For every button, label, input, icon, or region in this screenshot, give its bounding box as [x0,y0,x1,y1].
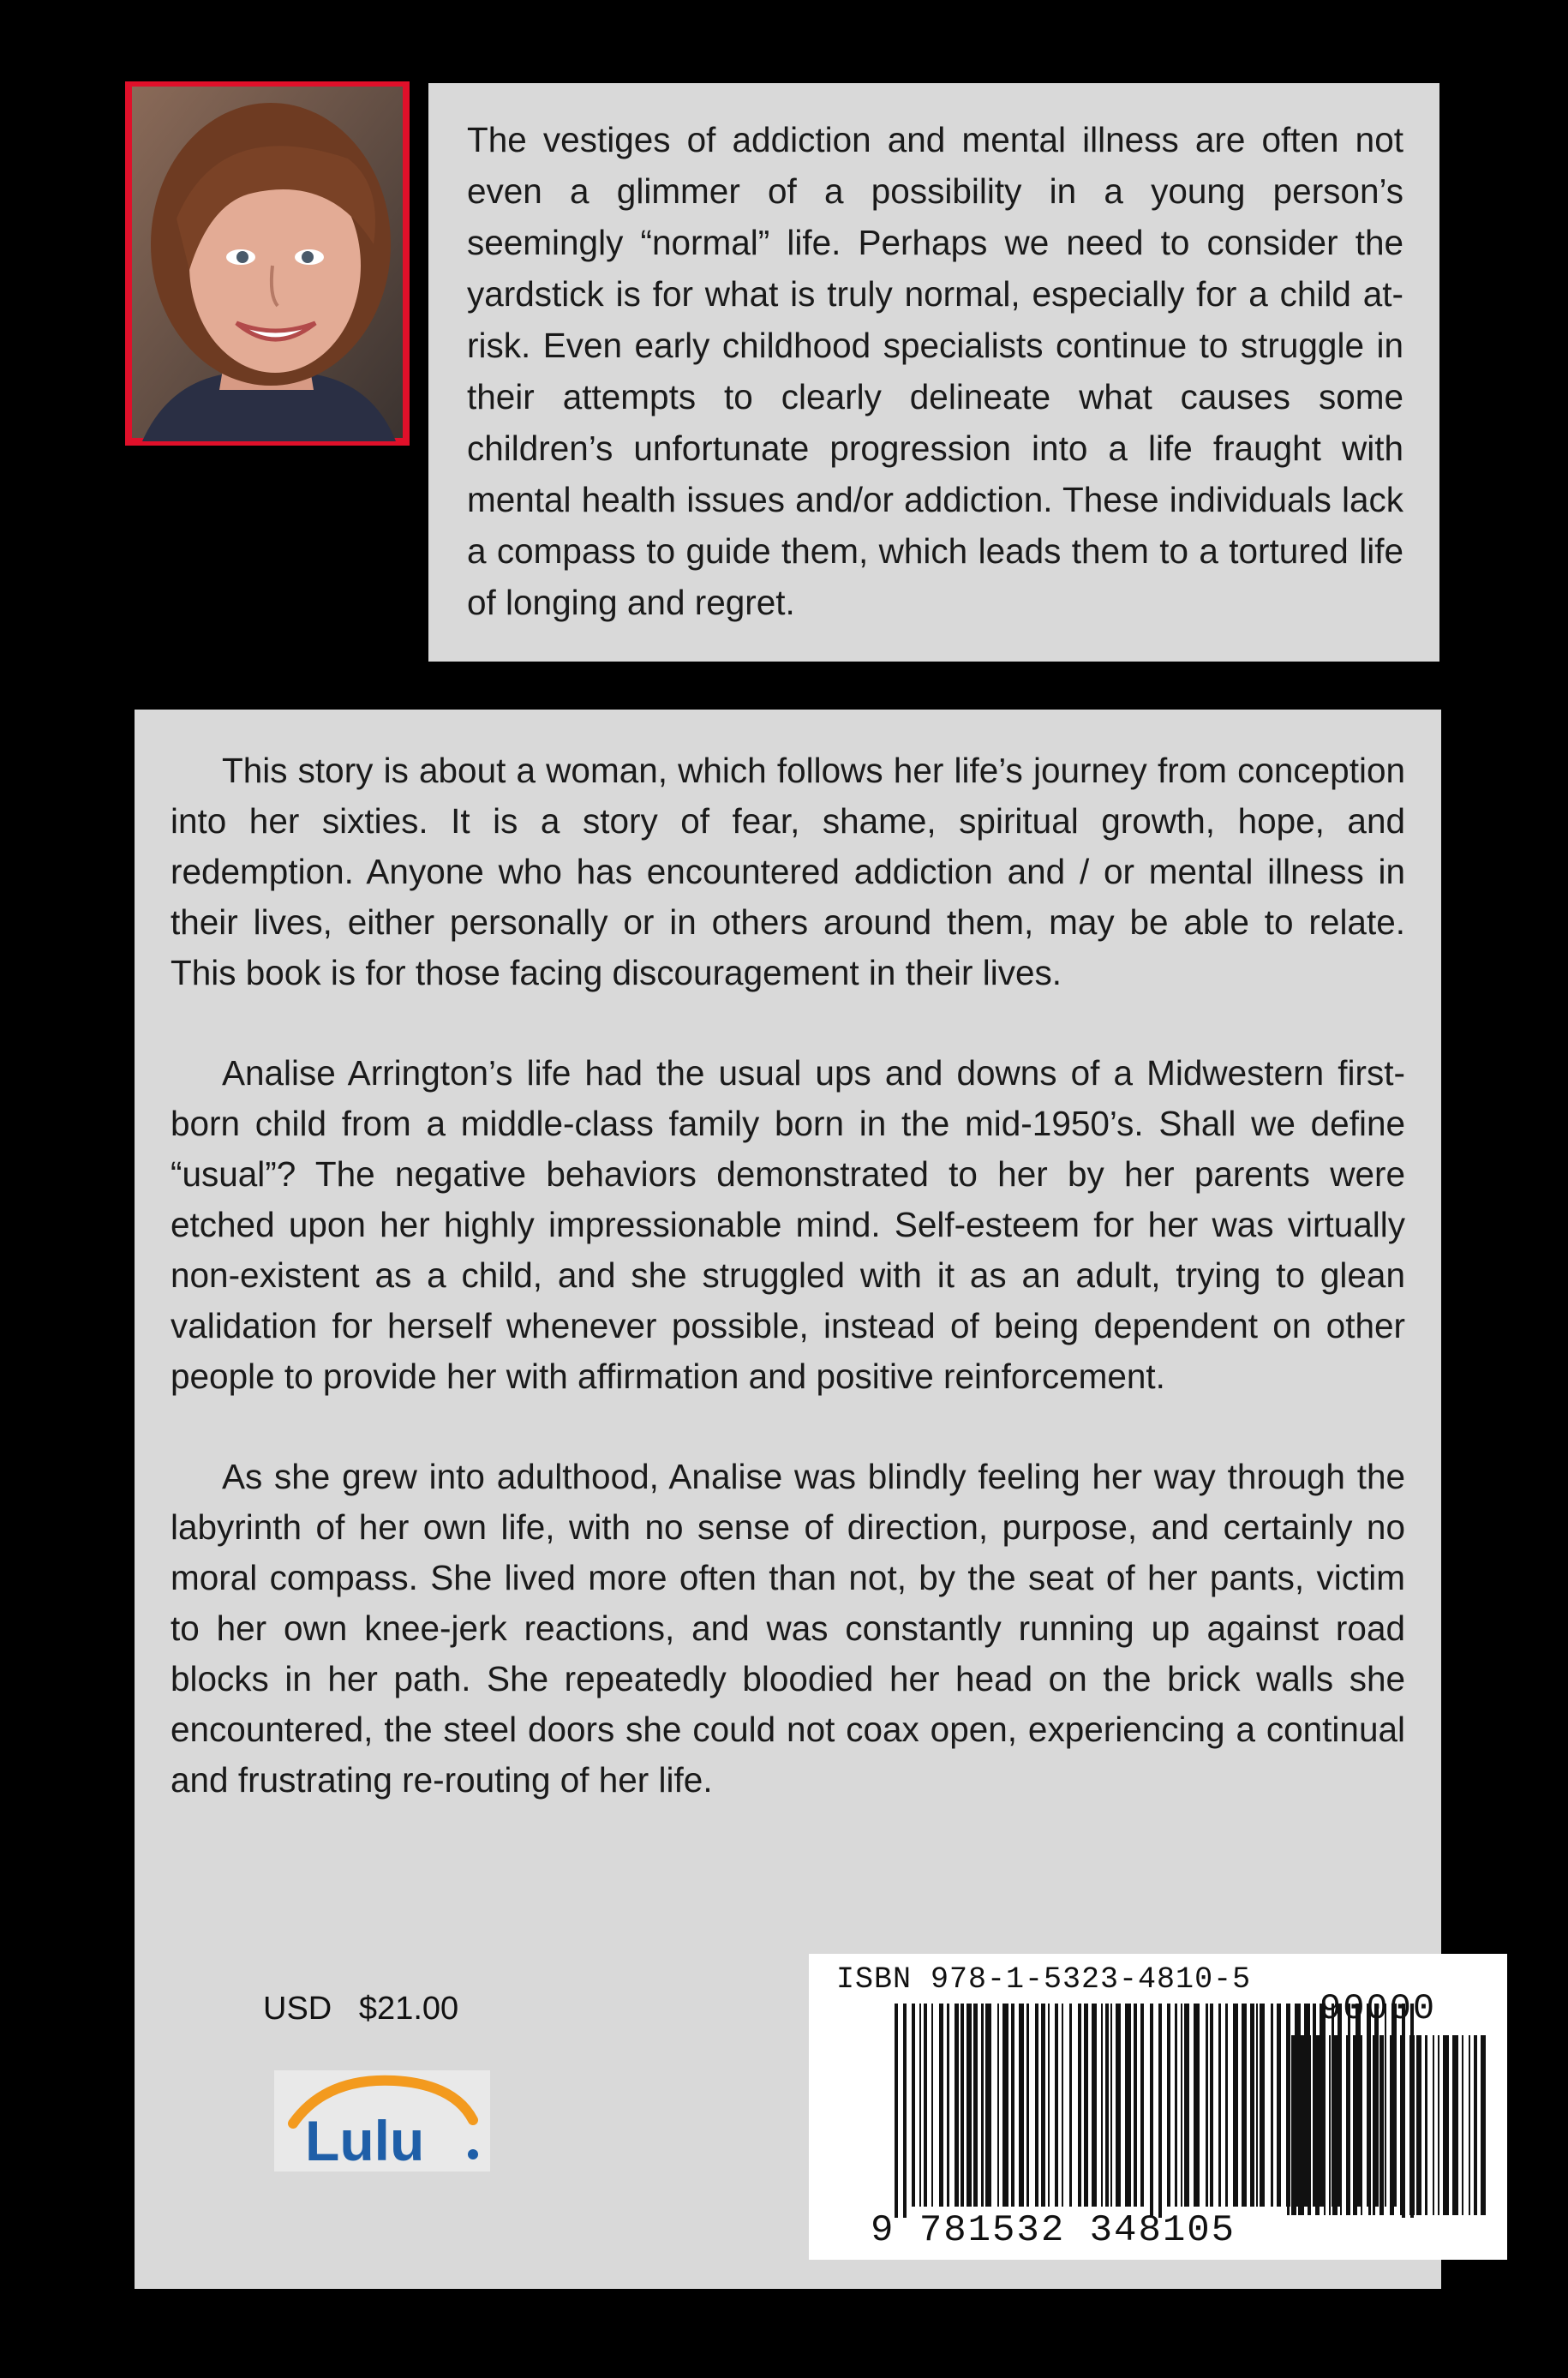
barcode-digits [871,2209,1236,2252]
barcode-supplement: 90000 [1320,1988,1437,2029]
author-photo [125,81,410,446]
publisher-logo-text: Lulu [305,2109,425,2171]
barcode-digits-left: 781532 [919,2209,1066,2252]
top-blurb-text: The vestiges of addiction and mental illness are often not even a glimmer of a possibility in a young person’s seemingly “normal” life. Perhaps we need to consider the yardstick is for what is truly normal, especially for a child at-risk. Even early childhood specialists continue to struggle in their attempts to clearly delineate what causes some children’s unfortunate progression into a life fraught with mental health issues and/or addiction. These individuals lack a compass to guide them, which leads them to a tortured life of longing and regret. [467,120,1403,622]
price-amount: $21.00 [358,1991,459,2027]
description-paragraph-1: This story is about a woman, which follows her life’s journey from conception into her sixties. It is a story of fear, shame, spiritual growth, hope, and redemption. Anyone who has encountered addiction and / or mental illness in their lives, either personally or in others around them, may be able to relate. This book is for those facing discouragement in their lives. [171,751,1405,992]
isbn-barcode [809,1954,1507,2260]
description-paragraph-3: As she grew into adulthood, Analise was blindly feeling her way through the labyrinth of her own life, with no sense of direction, purpose, and certainly no moral compass. She lived more often than not, by the seat of her pants, victim to her own knee-jerk reactions, and was constantly running up against road blocks in her path. She repeatedly bloodied her head on the brick walls she encountered, the steel doors she could not coax open, experiencing a continual and frustrating re-routing of her life. [171,1457,1405,1800]
description-paragraph-2: Analise Arrington’s life had the usual ups and downs of a Midwestern first-born child from a middle-class family born in the mid-1950’s. Shall we define “usual”? The negative behaviors demonstrated to her by her parents were etched upon her highly impressionable mind. Self-esteem for her was virtually non-existent as a child, and she struggled with it as an adult, trying to glean validation for herself whenever possible, instead of being dependent on other people to provide her with affirmation and positive reinforcement. [171,1053,1405,1396]
barcode-digit-first: 9 [871,2209,895,2252]
price-currency: USD [263,1991,332,2027]
barcode-digits-right: 348105 [1089,2209,1236,2252]
top-blurb-panel [428,83,1439,662]
description-panel [135,710,1441,2289]
publisher-logo [274,2070,490,2171]
isbn-label: ISBN 978-1-5323-4810-5 [836,1962,1252,1997]
price-label [263,1991,458,2028]
